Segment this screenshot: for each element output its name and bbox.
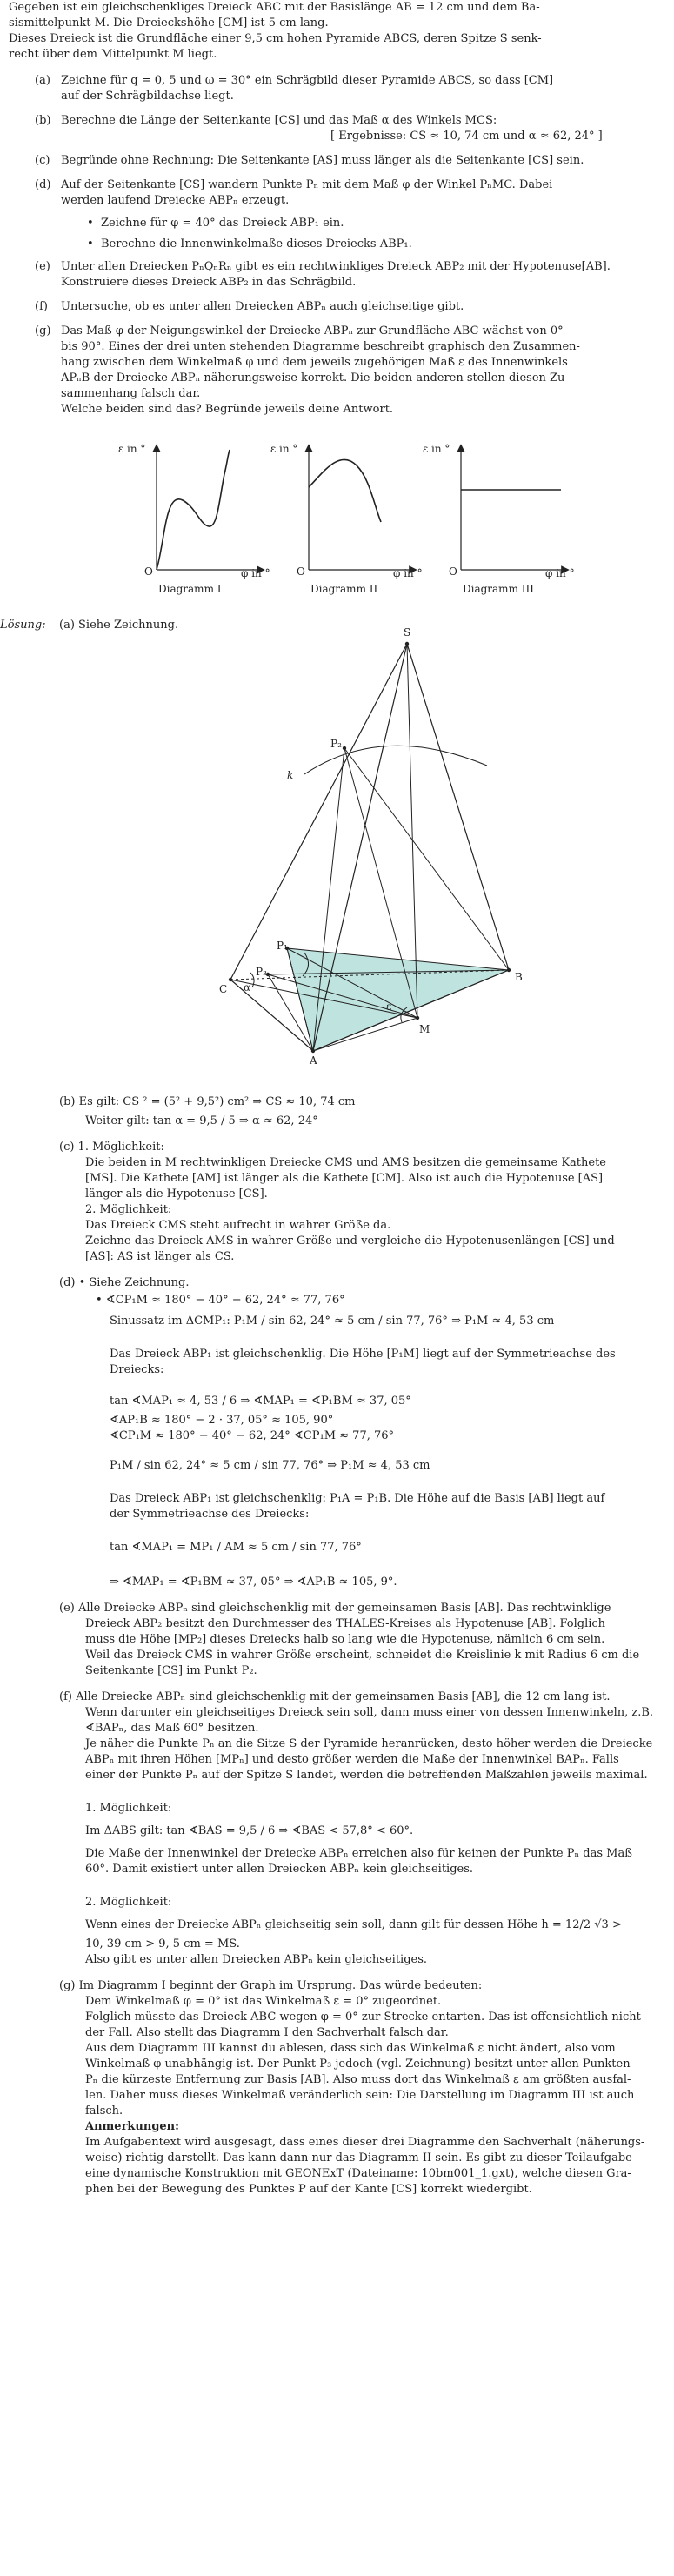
label-eps: ε [386,1000,392,1013]
diagram-1-curve [157,450,230,570]
solution-f-10: 60°. Damit existiert unter allen Dreiecken ABPₙ kein gleichseitiges. [85,1863,474,1876]
task-f-mark: (f) [35,300,48,313]
solution-d-9: P₁M / sin 62, 24° ≈ 5 cm / sin 77, 76° ⇒ P₁M ≈ 4, 53 cm [110,1459,430,1472]
solution-c-6: Das Dreieck CMS steht aufrecht in wahrer Größe da. [85,1219,391,1232]
solution-c-2: Die beiden in M rechtwinkligen Dreiecke CMS und AMS besitzen die gemeinsame Kathete [85,1156,606,1169]
solution-f-9: Die Maße der Innenwinkel der Dreiecke ABPₙ erreichen also für keinen der Punkte Pₙ das Maß [85,1847,632,1860]
task-b-mark: (b) [35,114,51,127]
task-b-line-2: [ Ergebnisse: CS ≈ 10, 74 cm und α ≈ 62, 24° ] [330,130,603,143]
solution-e-2: Dreieck ABP₂ besitzt den Durchmesser des THALES-Kreises als Hypotenuse [AB]. Folglich [85,1617,606,1630]
triangle-abp1-fill [287,948,509,1051]
label-p3: P₃ [256,966,267,978]
task-g-line-1: Das Maß φ der Neigungswinkel der Dreiecke ABPₙ zur Grundfläche ABC wächst von 0° [61,325,564,338]
label-m: M [419,1023,430,1035]
solution-heading: Lösung: [0,619,46,632]
solution-f-11: 2. Möglichkeit: [85,1896,172,1909]
solution-g-4: der Fall. Also stellt das Diagramm I den Sachverhalt falsch dar. [85,2026,449,2039]
task-g-mark: (g) [35,325,51,338]
task-d-bullet-1-text: Zeichne für φ = 40° das Dreieck ABP₁ ein. [101,217,344,230]
solution-f-14: Also gibt es unter allen Dreiecken ABPₙ kein gleichseitiges. [85,1953,428,1966]
solution-c-7: Zeichne das Dreieck AMS in wahrer Größe und vergleiche die Hypotenusenlängen [CS] und [85,1234,615,1248]
solution-f-13: 10, 39 cm > 9, 5 cm = MS. [85,1937,240,1950]
solution-d-5: Dreiecks: [110,1363,164,1376]
solution-c-5: 2. Möglichkeit: [85,1203,172,1216]
solution-c-1: (c) 1. Möglichkeit: [59,1141,164,1154]
solution-g-3: Folglich müsste das Dreieck ABC wegen φ = 0° zur Strecke entarten. Das ist offensichtlich nicht [85,2011,641,2024]
diagram-1-ylabel: ε in ° [118,443,146,455]
diagram-1-name: Diagramm I [158,583,222,595]
task-e-line-1: Unter allen Dreiecken PₙQₙRₙ gibt es ein rechtwinkliges Dreieck ABP₂ mit der Hypotenuse[AB]. [61,260,611,273]
solution-b-1: (b) Es gilt: CS ² = (5² + 9,5²) cm² ⇒ CS ≈ 10, 74 cm [59,1095,356,1108]
solution-f-6: einer der Punkte Pₙ auf der Spitze S landet, werden die betreffenden Maßzahlen jeweils maximal. [85,1769,648,1782]
solution-e-5: Seitenkante [CS] im Punkt P₂. [85,1664,257,1677]
intro-line-2: sismittelpunkt M. Die Dreieckshöhe [CM] ist 5 cm lang. [9,17,329,30]
solution-d-12: tan ∢MAP₁ = MP₁ / AM ≈ 5 cm / sin 77, 76° [110,1541,362,1554]
solution-c-4: länger als die Hypotenuse [CS]. [85,1188,268,1201]
task-c-mark: (c) [35,154,50,167]
solution-c-8: [AS]: AS ist länger als CS. [85,1250,235,1263]
diagram-3-xlabel: φ in ° [545,567,575,579]
solution-e-3: muss die Höhe [MP₂] dieses Dreiecks halb so lang wie die Hypotenuse, nämlich 6 cm sein. [85,1633,605,1646]
solution-g-7: Pₙ die kürzeste Entfernung zur Basis [AB]. Also muss dort das Winkelmaß ε am größten ausfal- [85,2073,631,2086]
solution-f-2: Wenn darunter ein gleichseitiges Dreieck sein soll, dann muss einer von dessen Innenwinkeln, z.B. [85,1706,654,1719]
task-a-line-2: auf der Schrägbildachse liegt. [61,90,234,103]
solution-d-10: Das Dreieck ABP₁ ist gleichschenklig: P₁A = P₁B. Die Höhe auf die Basis [AB] liegt auf [110,1492,605,1505]
task-d-bullet-1: • [87,217,94,230]
solution-g-11: Im Aufgabentext wird ausgesagt, dass eines dieser drei Diagramme den Sachverhalt (näherungs- [85,2136,645,2149]
solution-e-1: (e) Alle Dreiecke ABPₙ sind gleichschenklig mit der gemeinsamen Basis [AB]. Das rechtwinklige [59,1602,611,1615]
label-alpha: α [244,981,251,994]
diagram-3 [461,448,565,570]
solution-b-2: Weiter gilt: tan α = 9,5 / 5 ⇒ α ≈ 62, 24° [85,1114,318,1127]
task-e-mark: (e) [35,260,50,273]
task-g-line-4: APₙB der Dreiecke ABPₙ näherungsweise korrekt. Die beiden anderen stellen diesen Zu- [61,371,569,385]
solution-f-3: ∢BAPₙ, das Maß 60° besitzen. [85,1722,259,1735]
solution-d-1: (d) • Siehe Zeichnung. [59,1276,190,1289]
pyramid-figure [174,635,574,1087]
diagram-1-origin: O [144,565,153,578]
solution-e-4: Weil das Dreieck CMS in wahrer Größe erscheint, schneidet die Kreislinie k mit Radius 6 cm die [85,1649,640,1662]
diagram-2-ylabel: ε in ° [270,443,298,455]
solution-a: (a) Siehe Zeichnung. [59,619,179,632]
diagram-2 [309,448,413,570]
solution-g-13: eine dynamische Konstruktion mit GEONExT (Dateiname: 10bm001_1.gxt), welche diesen Gra- [85,2167,631,2180]
solution-d-2: • ∢CP₁M ≈ 180° − 40° − 62, 24° ≈ 77, 76° [96,1294,345,1307]
solution-g-2: Dem Winkelmaß φ = 0° ist das Winkelmaß ε = 0° zugeordnet. [85,1995,442,2008]
task-e-line-2: Konstruiere dieses Dreieck ABP₂ in das Schrägbild. [61,276,357,289]
solution-g-6: Winkelmaß φ unabhängig ist. Der Punkt P₃ jedoch (vgl. Zeichnung) besitzt unter allen Punkten [85,2057,631,2071]
label-k: k [287,769,294,781]
label-a: A [310,1054,317,1067]
diagram-2-xlabel: φ in ° [393,567,423,579]
solution-g-1: (g) Im Diagramm I beginnt der Graph im Ursprung. Das würde bedeuten: [59,1979,483,1992]
diagram-2-origin: O [297,565,305,578]
diagram-1 [157,448,261,570]
label-p2: P₂ [330,738,342,750]
intro-line-3: Dieses Dreieck ist die Grundfläche einer 9,5 cm hohen Pyramide ABCS, deren Spitze S senk- [9,32,542,45]
solution-f-1: (f) Alle Dreiecke ABPₙ sind gleichschenklig mit der gemeinsamen Basis [AB], die 12 cm lang ist. [59,1690,611,1703]
diagram-3-ylabel: ε in ° [423,443,450,455]
solution-g-notes-heading: Anmerkungen: [85,2120,179,2133]
solution-f-7: 1. Möglichkeit: [85,1802,172,1815]
task-c-line-1: Begründe ohne Rechnung: Die Seitenkante [AS] muss länger als die Seitenkante [CS] sein. [61,154,584,167]
solution-f-4: Je näher die Punkte Pₙ an die Sitze S der Pyramide heranrücken, desto höher werden die Dreiecke [85,1737,653,1750]
diagram-2-name: Diagramm II [310,583,378,595]
solution-c-3: [MS]. Die Kathete [AM] ist länger als die Kathete [CM]. Also ist auch die Hypotenuse [AS] [85,1172,604,1185]
diagram-2-curve [309,459,381,522]
label-s: S [404,626,411,639]
solution-g-8: len. Daher muss dieses Winkelmaß veränderlich sein: Die Darstellung im Diagramm III ist auch [85,2089,635,2102]
task-g-line-2: bis 90°. Eines der drei unten stehenden Diagramme beschreibt graphisch den Zusammen- [61,340,580,353]
diagram-1-xlabel: φ in ° [241,567,270,579]
task-a-line-1: Zeichne für q = 0, 5 und ω = 30° ein Schrägbild dieser Pyramide ABCS, so dass [CM] [61,74,554,87]
solution-g-12: weise) richtig darstellt. Das kann dann nur das Diagramm II sein. Es gibt zu dieser Teilaufgabe [85,2151,632,2165]
solution-g-9: falsch. [85,2104,123,2118]
task-f-line-1: Untersuche, ob es unter allen Dreiecken ABPₙ auch gleichseitige gibt. [61,300,464,313]
solution-f-5: ABPₙ mit ihren Höhen [MPₙ] und desto größer werden die Maße der Innenwinkel BAPₙ. Falls [85,1753,619,1766]
solution-d-4: Das Dreieck ABP₁ ist gleichschenklig. Die Höhe [P₁M] liegt auf der Symmetrieachse des [110,1348,616,1361]
solution-f-8: Im ΔABS gilt: tan ∢BAS = 9,5 / 6 ⇒ ∢BAS < 57,8° < 60°. [85,1824,414,1837]
solution-d-7: ∢AP₁B ≈ 180° − 2 · 37, 05° ≈ 105, 90° [110,1414,334,1427]
solution-d-3: Sinussatz im ΔCMP₁: P₁M / sin 62, 24° ≈ 5 cm / sin 77, 76° ⇒ P₁M ≈ 4, 53 cm [110,1315,555,1328]
label-c: C [219,983,228,995]
solution-d-6: tan ∢MAP₁ ≈ 4, 53 / 6 ⇒ ∢MAP₁ = ∢P₁BM ≈ 37, 05° [110,1395,411,1408]
task-d-bullet-2-text: Berechne die Innenwinkelmaße dieses Dreiecks ABP₁. [101,238,412,251]
task-d-mark: (d) [35,178,51,191]
diagram-3-origin: O [449,565,457,578]
solution-f-12: Wenn eines der Dreiecke ABPₙ gleichseitig sein soll, dann gilt für dessen Höhe h = 12/2 √3 > [85,1918,622,1931]
task-g-line-6: Welche beiden sind das? Begründe jeweils deine Antwort. [61,403,394,416]
task-g-line-3: hang zwischen dem Winkelmaß φ und dem jeweils zugehörigen Maß ε des Innenwinkels [61,356,568,369]
task-d-line-1: Auf der Seitenkante [CS] wandern Punkte Pₙ mit dem Maß φ der Winkel PₙMC. Dabei [61,178,553,191]
label-p1: P₁ [277,940,288,952]
task-g-line-5: sammenhang falsch dar. [61,387,201,400]
solution-d-11: der Symmetrieachse des Dreiecks: [110,1508,310,1521]
solution-d-13: ⇒ ∢MAP₁ = ∢P₁BM ≈ 37, 05° ⇒ ∢AP₁B ≈ 105, 9°. [110,1576,397,1589]
task-b-line-1: Berechne die Länge der Seitenkante [CS] und das Maß α des Winkels MCS: [61,114,497,127]
diagrams-figure [122,439,591,600]
intro-line-4: recht über dem Mittelpunkt M liegt. [9,48,217,61]
solution-g-14: phen bei der Bewegung des Punktes P auf der Kante [CS] korrekt wiedergibt. [85,2183,532,2196]
task-d-bullet-2: • [87,238,94,251]
intro-line-1: Gegeben ist ein gleichschenkliges Dreieck ABC mit der Basislänge AB = 12 cm und dem Ba- [9,1,540,14]
diagram-3-name: Diagramm III [463,583,534,595]
label-b: B [515,971,523,983]
task-d-line-2: werden laufend Dreiecke ABPₙ erzeugt. [61,194,290,207]
task-a-mark: (a) [35,74,50,87]
solution-d-8: ∢CP₁M ≈ 180° − 40° − 62, 24° ∢CP₁M ≈ 77, 76° [110,1429,395,1442]
solution-g-5: Aus dem Diagramm III kannst du ablesen, dass sich das Winkelmaß ε nicht ändert, also vom [85,2042,616,2055]
